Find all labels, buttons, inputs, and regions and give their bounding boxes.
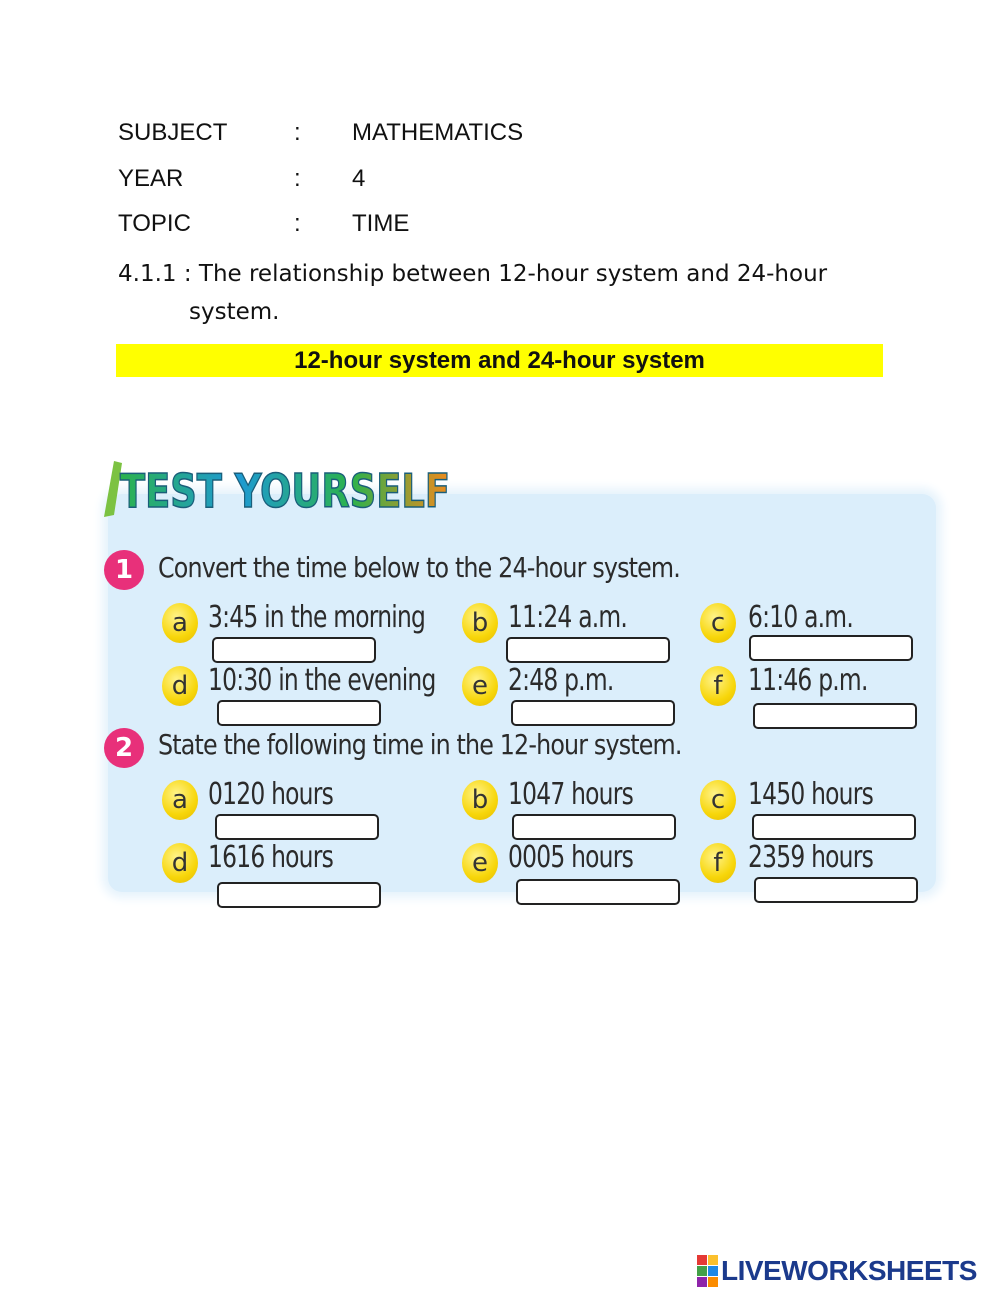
learning-objective (118, 255, 878, 331)
q2-c-answer-input[interactable] (752, 814, 916, 840)
question-number-2: 2 (104, 728, 144, 768)
q1-item-d-letter: d (162, 666, 198, 706)
meta-value: 4 (352, 165, 366, 192)
test-yourself-title (100, 455, 460, 525)
q1-b-answer-input[interactable] (506, 637, 670, 663)
q2-e-answer-input[interactable] (516, 879, 680, 905)
q1-item-f-letter: f (700, 666, 736, 706)
question-1-text: Convert the time below to the 24-hour system. (158, 551, 680, 584)
q2-item-b-letter: b (462, 780, 498, 820)
objective-line-2: system. (189, 299, 280, 325)
q2-item-a-letter: a (162, 780, 198, 820)
q2-d-answer-input[interactable] (217, 882, 381, 908)
liveworksheets-logo (697, 1254, 977, 1288)
q1-d-answer-input[interactable] (217, 700, 381, 726)
objective-line-1: 4.1.1 : The relationship between 12-hour system and 24-hour (118, 261, 828, 287)
q1-e-answer-input[interactable] (511, 700, 675, 726)
q2-item-f-text: 2359 hours (748, 840, 873, 875)
meta-value: TIME (352, 210, 410, 237)
q1-item-f-text: 11:46 p.m. (748, 663, 868, 698)
q2-f-answer-input[interactable] (754, 877, 918, 903)
meta-key: SUBJECT (118, 119, 228, 146)
q1-item-e-text: 2:48 p.m. (508, 663, 614, 698)
q1-item-c-letter: c (700, 603, 736, 643)
meta-key: TOPIC (118, 210, 191, 237)
meta-key: YEAR (118, 165, 184, 192)
meta-value: MATHEMATICS (352, 119, 524, 146)
section-banner: 12-hour system and 24-hour system (116, 344, 883, 377)
q1-item-a-letter: a (162, 603, 198, 643)
q1-f-answer-input[interactable] (753, 703, 917, 729)
q2-item-c-letter: c (700, 780, 736, 820)
question-number-1: 1 (104, 550, 144, 590)
q2-item-e-letter: e (462, 843, 498, 883)
logo-blocks-icon (697, 1255, 718, 1287)
meta-sep: : (294, 210, 301, 237)
q2-item-f-letter: f (700, 843, 736, 883)
q2-item-c-text: 1450 hours (748, 777, 873, 812)
q2-a-answer-input[interactable] (215, 814, 379, 840)
test-yourself-text: TEST YOURSELF (120, 464, 450, 518)
question-2-text: State the following time in the 12-hour system. (158, 728, 682, 761)
q1-item-a-text: 3:45 in the morning (208, 600, 426, 635)
q1-item-b-letter: b (462, 603, 498, 643)
q1-a-answer-input[interactable] (212, 637, 376, 663)
q2-item-a-text: 0120 hours (208, 777, 333, 812)
meta-sep: : (294, 165, 301, 192)
q1-item-c-text: 6:10 a.m. (748, 600, 853, 635)
q1-c-answer-input[interactable] (749, 635, 913, 661)
q1-item-b-text: 11:24 a.m. (508, 600, 628, 635)
q2-b-answer-input[interactable] (512, 814, 676, 840)
q2-item-d-letter: d (162, 843, 198, 883)
meta-sep: : (294, 119, 301, 146)
q2-item-b-text: 1047 hours (508, 777, 633, 812)
logo-text: LIVEWORKSHEETS (721, 1255, 977, 1286)
q2-item-e-text: 0005 hours (508, 840, 633, 875)
q1-item-d-text: 10:30 in the evening (208, 663, 436, 698)
q1-item-e-letter: e (462, 666, 498, 706)
q2-item-d-text: 1616 hours (208, 840, 333, 875)
